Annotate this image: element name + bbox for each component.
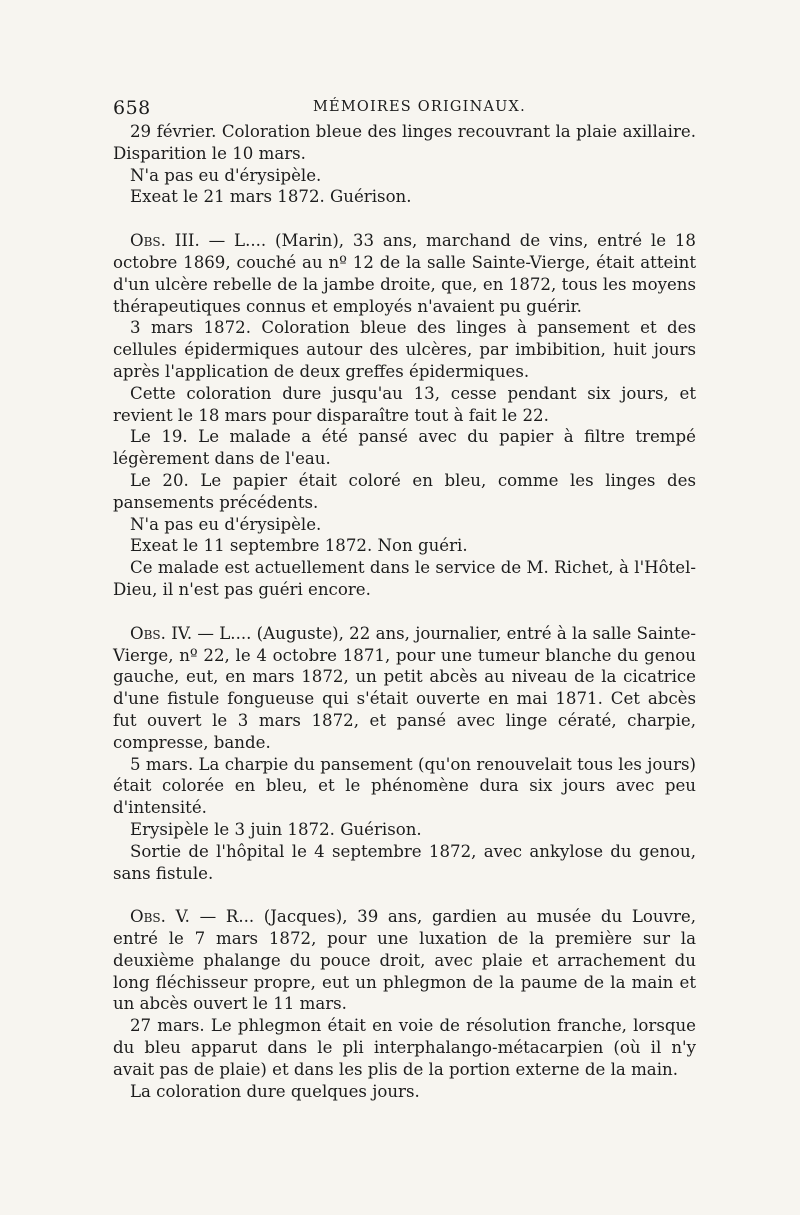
paragraph: 29 février. Coloration bleue des linges recouvrant la plaie axillaire. Disparition le 10 mars. [113,122,696,163]
paragraph: Exeat le 11 septembre 1872. Non guéri. [130,536,468,556]
paragraph: Cette coloration dure jusqu'au 13, cesse pendant six jours, et revient le 18 mars pour disparaître tout à fait le 22. [113,383,696,425]
observation-label: Obs. IV. [130,623,193,643]
paragraph: N'a pas eu d'érysipèle. [130,514,322,534]
observation-label: Obs. III. [130,231,200,251]
paragraph: Ce malade est actuellement dans le service de M. Richet, à l'Hôtel-Dieu, il n'est pas guéri encore. [113,558,696,599]
section-gap [113,601,696,623]
paragraph: Erysipèle le 3 juin 1872. Guérison. [130,819,422,839]
observation-3 [113,230,696,317]
body-text [113,121,696,1102]
paragraph: Exeat le 21 mars 1872. Guérison. [130,187,412,207]
observation-text: — L.... (Marin), 33 ans, marchand de vins, entré le 18 octobre 1869, couché au nº 12 de la salle Sainte-Vierge, était atteint d'un ulcère rebelle de la jambe droite, que, en 1872, tous les moyens thérapeutiques connus et employés n'avaient pu guérir. [113,231,696,316]
section-gap [113,884,696,906]
observation-label: Obs. V. [130,907,190,927]
paragraph: Le 20. Le papier était coloré en bleu, comme les linges des pansements précédents. [113,470,696,512]
observation-4 [113,623,696,754]
observation-5 [113,906,696,1015]
paragraph: 5 mars. La charpie du pansement (qu'on renouvelait tous les jours) était colorée en bleu, et le phénomène dura six jours avec peu d'intensité. [113,754,696,818]
page-header [113,97,693,123]
paragraph: Sortie de l'hôpital le 4 septembre 1872, avec ankylose du genou, sans fistule. [113,841,696,883]
section-gap [113,208,696,230]
page-number: 658 [113,97,151,119]
paragraph: 3 mars 1872. Coloration bleue des linges à pansement et des cellules épidermiques autour des ulcères, par imbibition, huit jours après l'application de deux greffes épidermiques. [113,318,696,381]
paragraph: 27 mars. Le phlegmon était en voie de résolution franche, lorsque du bleu apparut dans le pli interphalango-métacarpien (où il n'y avait pas de plaie) et dans les plis de la portion externe de la main. [113,1016,696,1079]
paragraph: La coloration dure quelques jours. [130,1081,420,1101]
paragraph: N'a pas eu d'érysipèle. [130,165,322,185]
observation-text: — R... (Jacques), 39 ans, gardien au musée du Louvre, entré le 7 mars 1872, pour une luxation de la première sur la deuxième phalange du pouce droit, avec plaie et arrachement du long fléchisseur propre, eut un phlegmon de la paume de la main et un abcès ouvert le 11 mars. [113,907,696,1014]
paragraph: Le 19. Le malade a été pansé avec du papier à filtre trempé légèrement dans de l'eau. [113,427,696,469]
observation-text: — L.... (Auguste), 22 ans, journalier, entré à la salle Sainte-Vierge, nº 22, le 4 octobre 1871, pour une tumeur blanche du genou gauche, eut, en mars 1872, un petit abcès au niveau de la cicatrice d'une fistule fongueuse qui s'était ouverte en mai 1871. Cet abcès fut ouvert le 3 mars 1872, et pansé avec linge cératé, charpie, compresse, bande. [113,623,697,752]
running-title: MÉMOIRES ORIGINAUX. [313,99,526,115]
